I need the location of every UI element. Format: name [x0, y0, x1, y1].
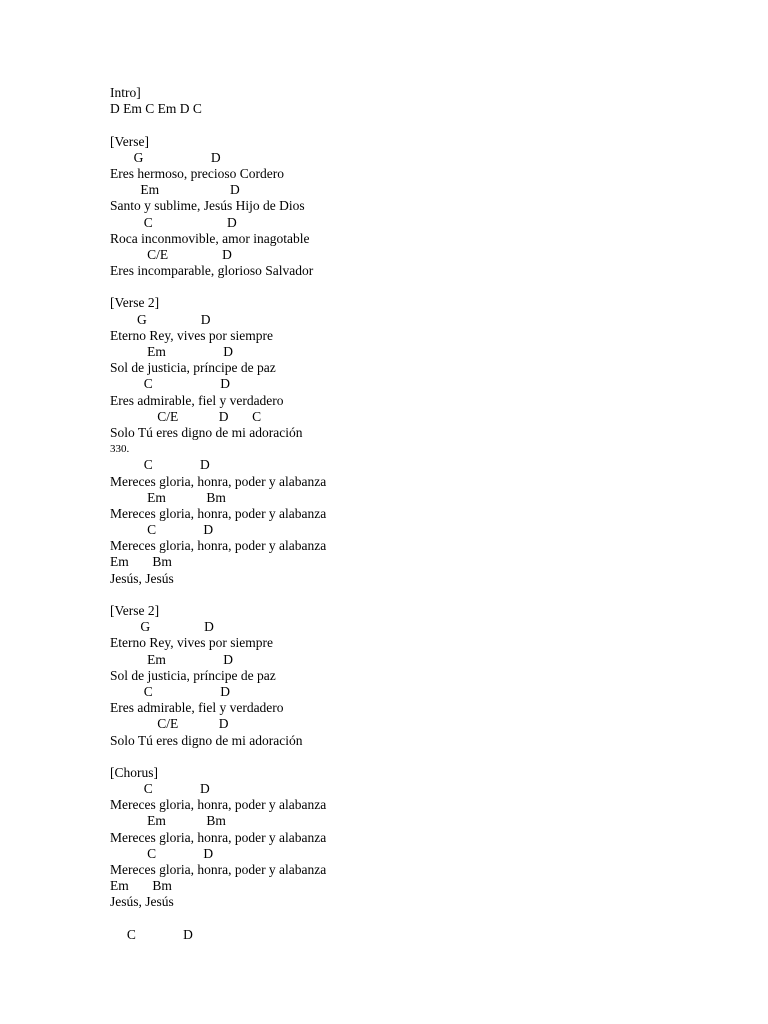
lyric-line: Eres admirable, fiel y verdadero — [110, 700, 284, 716]
page-marker: 330. — [110, 443, 130, 456]
lyric-line: Eterno Rey, vives por siempre — [110, 635, 273, 651]
chord-line: Em Bm — [110, 554, 172, 570]
chord-line: C D — [110, 522, 214, 538]
lyric-line: Sol de justicia, príncipe de paz — [110, 360, 276, 376]
lyric-line: Eres incomparable, glorioso Salvador — [110, 263, 314, 279]
lyric-line: Roca inconmovible, amor inagotable — [110, 230, 310, 246]
chord-line: G D — [110, 149, 221, 165]
section-label: [Verse] — [110, 133, 149, 149]
lyric-line: Mereces gloria, honra, poder y alabanza — [110, 862, 327, 877]
chord-line: Em Bm — [110, 813, 226, 829]
chord-line: C D — [110, 214, 237, 230]
lyrics-chords-sheet — [110, 85, 710, 943]
blank-line — [110, 911, 710, 927]
chord-line: C D — [110, 683, 231, 699]
lyric-line: Mereces gloria, honra, poder y alabanza — [110, 538, 327, 554]
lyric-line: Eres hermoso, precioso Cordero — [110, 165, 284, 181]
lyric-line: Eres admirable, fiel y verdadero — [110, 392, 284, 408]
chord-line: Em Bm — [110, 878, 172, 894]
section-label: Intro] — [110, 85, 141, 100]
section-label: [Verse 2] — [110, 295, 160, 311]
lyric-line: Jesús, Jesús — [110, 570, 174, 586]
chord-line: G D — [110, 619, 214, 635]
chord-line: C/E D C — [110, 408, 262, 424]
blank-line — [110, 117, 710, 133]
chord-line: C D — [110, 781, 210, 797]
lyric-line: Eterno Rey, vives por siempre — [110, 327, 273, 343]
chord-line: C D — [110, 376, 231, 392]
chord-line: Em D — [110, 651, 233, 667]
chord-line: Em Bm — [110, 489, 226, 505]
lyric-line: Solo Tú eres digno de mi adoración — [110, 424, 303, 440]
chord-line: C/E D — [110, 246, 232, 262]
blank-line — [110, 279, 710, 295]
chord-line: Em D — [110, 344, 233, 359]
blank-line — [110, 587, 710, 603]
chord-line: D Em C Em D C — [110, 101, 202, 117]
section-label: [Verse 2] — [110, 603, 160, 618]
blank-line — [110, 749, 710, 765]
chord-line: C D — [110, 457, 210, 473]
section-label: [Chorus] — [110, 764, 158, 780]
chord-line: G D — [110, 311, 211, 327]
lyric-line: Sol de justicia, príncipe de paz — [110, 667, 276, 683]
chord-line: C D — [110, 926, 193, 942]
lyric-line: Mereces gloria, honra, poder y alabanza — [110, 829, 327, 845]
lyric-line: Mereces gloria, honra, poder y alabanza — [110, 797, 327, 813]
lyric-line: Santo y sublime, Jesús Hijo de Dios — [110, 198, 305, 214]
chord-line: C/E D — [110, 716, 229, 732]
chord-line: C D — [110, 845, 214, 861]
lyric-line: Solo Tú eres digno de mi adoración — [110, 732, 303, 748]
lyric-line: Mereces gloria, honra, poder y alabanza — [110, 473, 327, 489]
chord-line: Em D — [110, 182, 240, 198]
lyric-line: Mereces gloria, honra, poder y alabanza — [110, 505, 327, 521]
lyric-line: Jesús, Jesús — [110, 894, 174, 910]
